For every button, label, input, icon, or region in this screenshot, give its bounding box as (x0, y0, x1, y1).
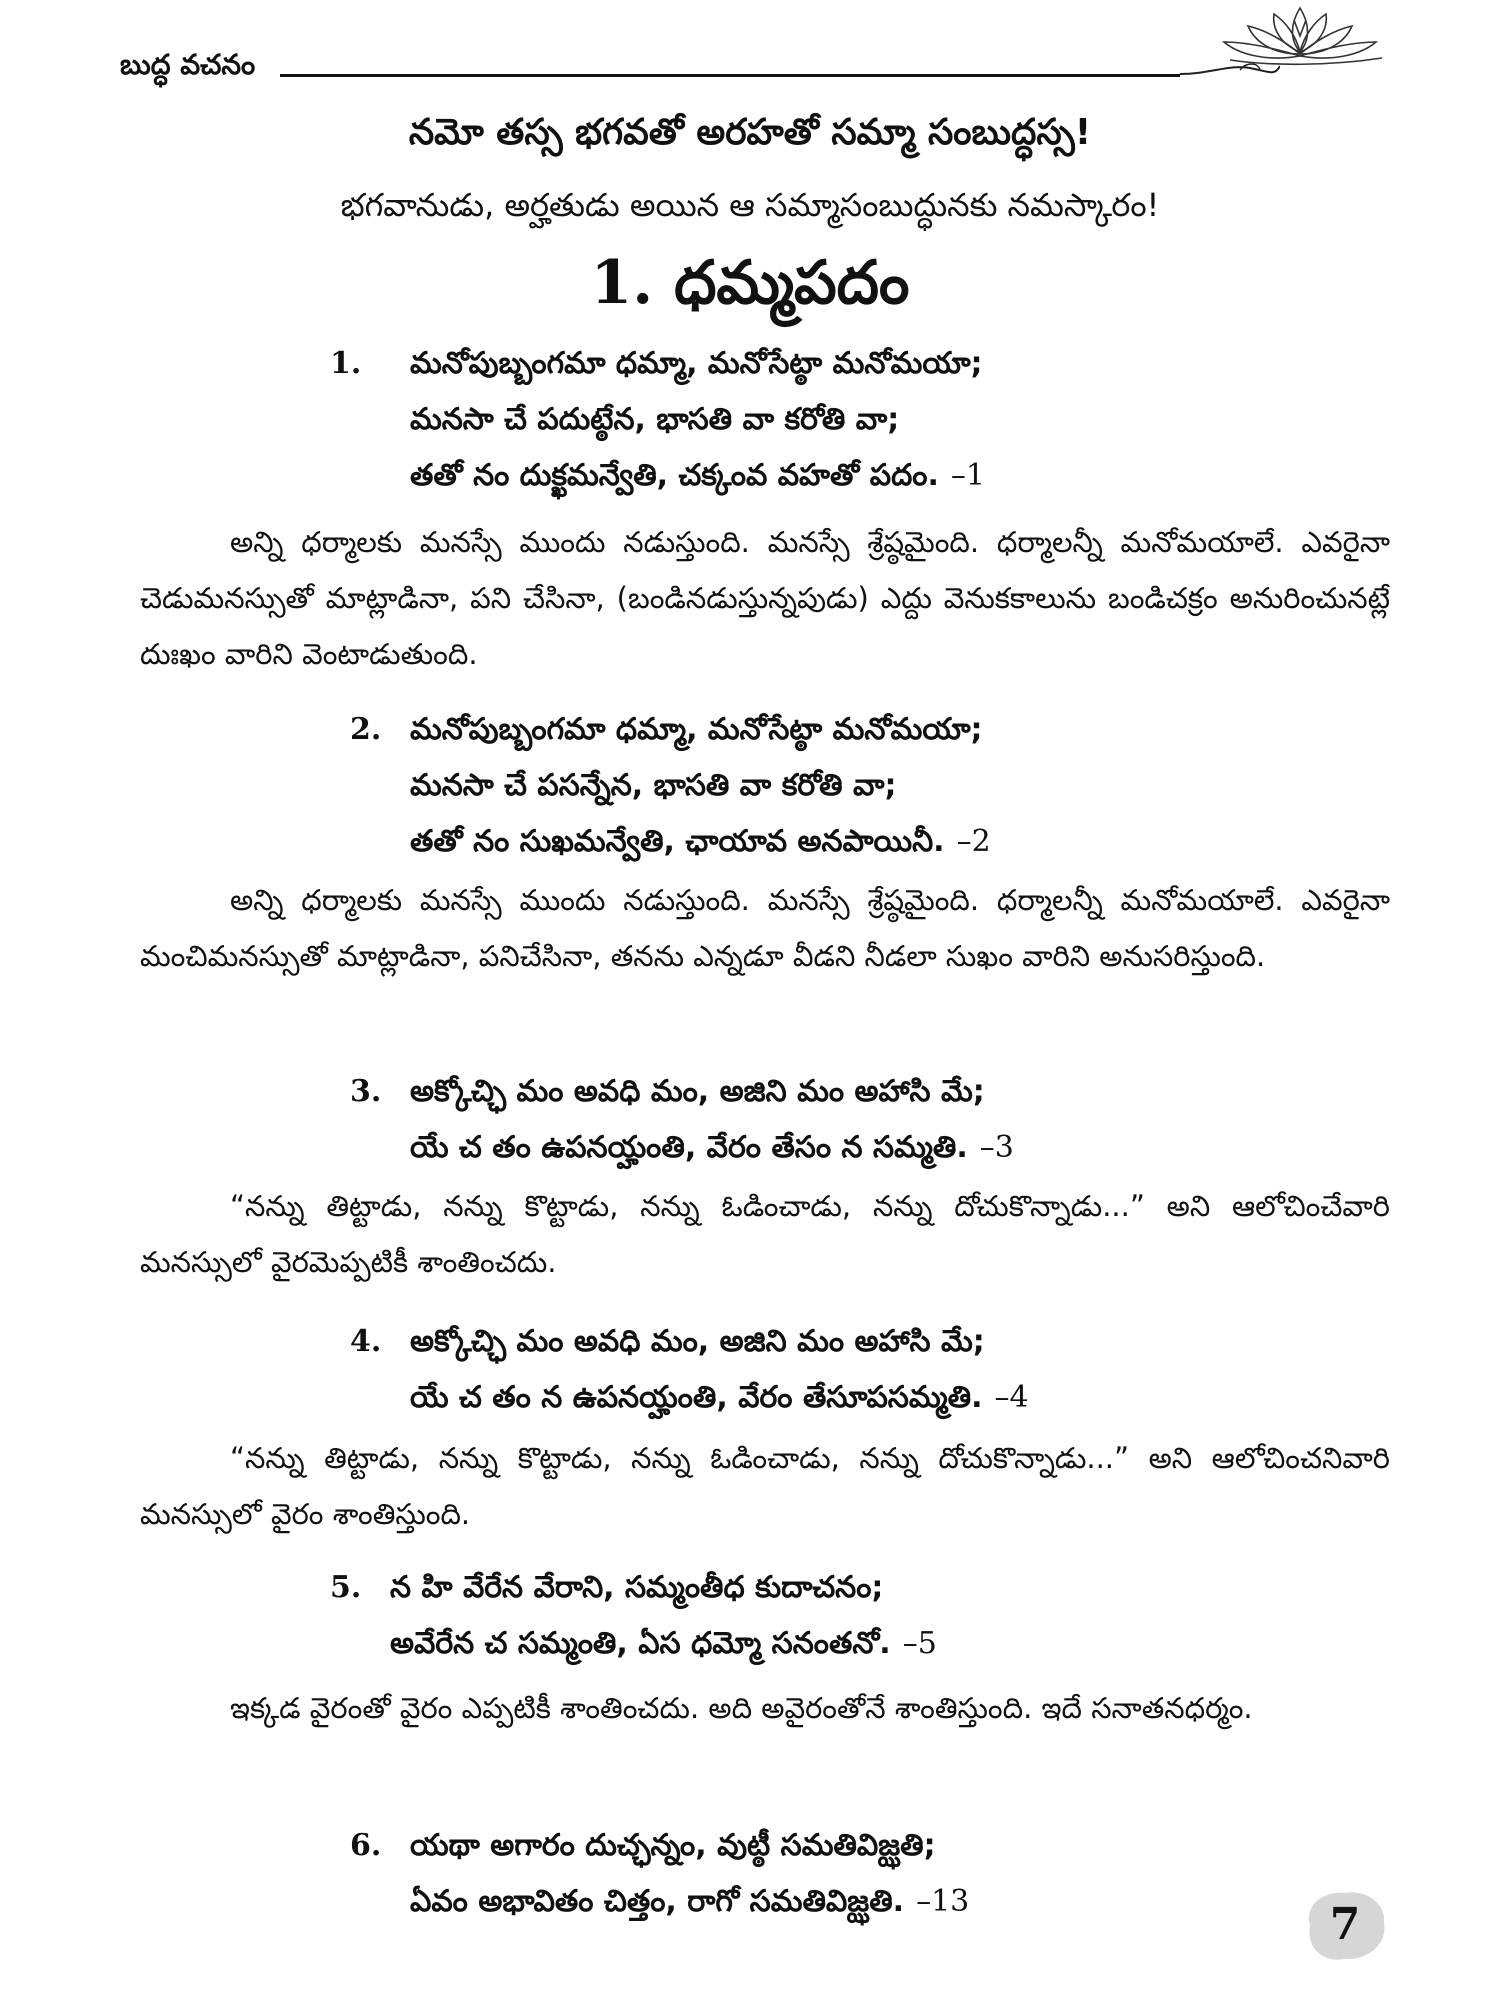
verse-5-explanation (140, 1680, 1390, 1736)
verse-line: యే చ తం న ఉపనయ్హంతి, వేరం తేసూపసమ్మతి. (410, 1380, 983, 1415)
verse-1-explanation (140, 514, 1390, 682)
verse-5 (330, 1560, 937, 1672)
explanation-text: అన్ని ధర్మాలకు మనస్సే ముందు నడుస్తుంది. మనస్సే శ్రేష్ఠమైంది. ధర్మాలన్నీ మనోమయాలే. ఎవరైనా చెడుమనస్సుతో మాట్లాడినా, పని చేసినా, (బండినడుస్తున్నపుడు) ఎద్దు వెనుకకాలును బండిచక్రం అనురించునట్లే దుఃఖం వారిని వెంటాడుతుంది. (140, 525, 1390, 671)
verse-4 (350, 1314, 1029, 1426)
verse-line: అక్కోచ్ఛి మం అవధి మం, అజిని మం అహాసి మే; (410, 1074, 985, 1109)
chapter-title: 1. ధమ్మపదం (590, 248, 910, 318)
verse-line: యే చ తం ఉపనయ్హంతి, వేరం తేసం న సమ్మతి. (410, 1130, 968, 1165)
verse-2-explanation (140, 872, 1390, 984)
explanation-text: అన్ని ధర్మాలకు మనస్సే ముందు నడుస్తుంది. మనస్సే శ్రేష్ఠమైంది. ధర్మాలన్నీ మనోమయాలే. ఎవరైనా మంచిమనస్సుతో మాట్లాడినా, పనిచేసినా, తనను ఎన్నడూ వీడని నీడలా సుఖం వారిని అనుసరిస్తుంది. (140, 883, 1390, 973)
invocation-heading: నమో తస్స భగవతో అరహతో సమ్మా సంబుద్ధస్స! (408, 112, 1092, 153)
verse-line: యథా అగారం దుచ్ఛన్నం, వుట్ఠీ సమతివిజ్ఝతి; (410, 1828, 936, 1863)
verse-reference: –2 (956, 824, 991, 859)
verse-line: అక్కోచ్ఛి మం అవధి మం, అజిని మం అహాసి మే; (410, 1324, 985, 1359)
verse-line: మనసా చే పసన్నేన, భాసతి వా కరోతి వా; (410, 768, 897, 803)
explanation-text: “నన్ను తిట్టాడు, నన్ను కొట్టాడు, నన్ను ఓడించాడు, నన్ను దోచుకొన్నాడు...” అని ఆలోచించనివారి మనస్సులో వైరం శాంతిస్తుంది. (140, 1441, 1390, 1531)
verse-line: తతో నం దుక్ఖమన్వేతి, చక్కంవ వహతో పదం. (410, 458, 939, 493)
verse-line: న హి వేరేన వేరాని, సమ్మంతీధ కుదాచనం; (390, 1570, 884, 1605)
verse-line: అవేరేన చ సమ్మంతి, ఏస ధమ్మో సనంతనో. (390, 1626, 891, 1661)
explanation-text: “నన్ను తిట్టాడు, నన్ను కొట్టాడు, నన్ను ఓడించాడు, నన్ను దోచుకొన్నాడు...” అని ఆలోచించేవారి మనస్సులో వైరమెప్పటికీ శాంతించదు. (140, 1189, 1390, 1279)
verse-number: 2. (350, 712, 382, 747)
verse-line: మనసా చే పదుట్ఠేన, భాసతి వా కరోతి వా; (410, 402, 900, 437)
header-rule (280, 74, 1180, 77)
verse-reference: –5 (902, 1626, 937, 1661)
verse-reference: –4 (994, 1380, 1029, 1415)
verse-line: తతో నం సుఖమన్వేతి, ఛాయావ అనపాయినీ. (410, 824, 945, 859)
verse-6 (350, 1818, 970, 1930)
verse-line: ఏవం అభావితం చిత్తం, రాగో సమతివిజ్ఝతి. (410, 1884, 905, 1919)
page-number: 7 (1329, 1899, 1361, 1950)
invocation-translation: భగవానుడు, అర్హతుడు అయిన ఆ సమ్మాసంబుద్ధునకు నమస్కారం! (340, 186, 1160, 224)
verse-1 (330, 336, 985, 504)
verse-3 (350, 1064, 1014, 1176)
running-header-title: బుద్ధ వచనం (120, 48, 256, 81)
verse-4-explanation (140, 1430, 1390, 1542)
running-header (120, 40, 1390, 100)
page-number-badge (1300, 1885, 1390, 1965)
verse-number: 4. (350, 1324, 382, 1359)
verse-line: మనోపుబ్బంగమా ధమ్మా, మనోసేట్ఠా మనోమయా; (410, 346, 983, 381)
verse-2 (350, 702, 991, 870)
verse-line: మనోపుబ్బంగమా ధమ్మా, మనోసేట్ఠా మనోమయా; (410, 712, 983, 747)
verse-number: 1. (330, 346, 362, 381)
verse-number: 3. (350, 1074, 382, 1109)
verse-number: 5. (330, 1570, 362, 1605)
verse-reference: –1 (950, 458, 985, 493)
explanation-text: ఇక్కడ వైరంతో వైరం ఎప్పటికీ శాంతించదు. అది అవైరంతోనే శాంతిస్తుంది. ఇదే సనాతనధర్మం. (230, 1691, 1253, 1725)
verse-reference: –3 (979, 1130, 1014, 1165)
lotus-ornament (1210, 0, 1390, 70)
verse-reference: –13 (916, 1884, 970, 1919)
verse-3-explanation (140, 1178, 1390, 1290)
verse-number: 6. (350, 1828, 382, 1863)
